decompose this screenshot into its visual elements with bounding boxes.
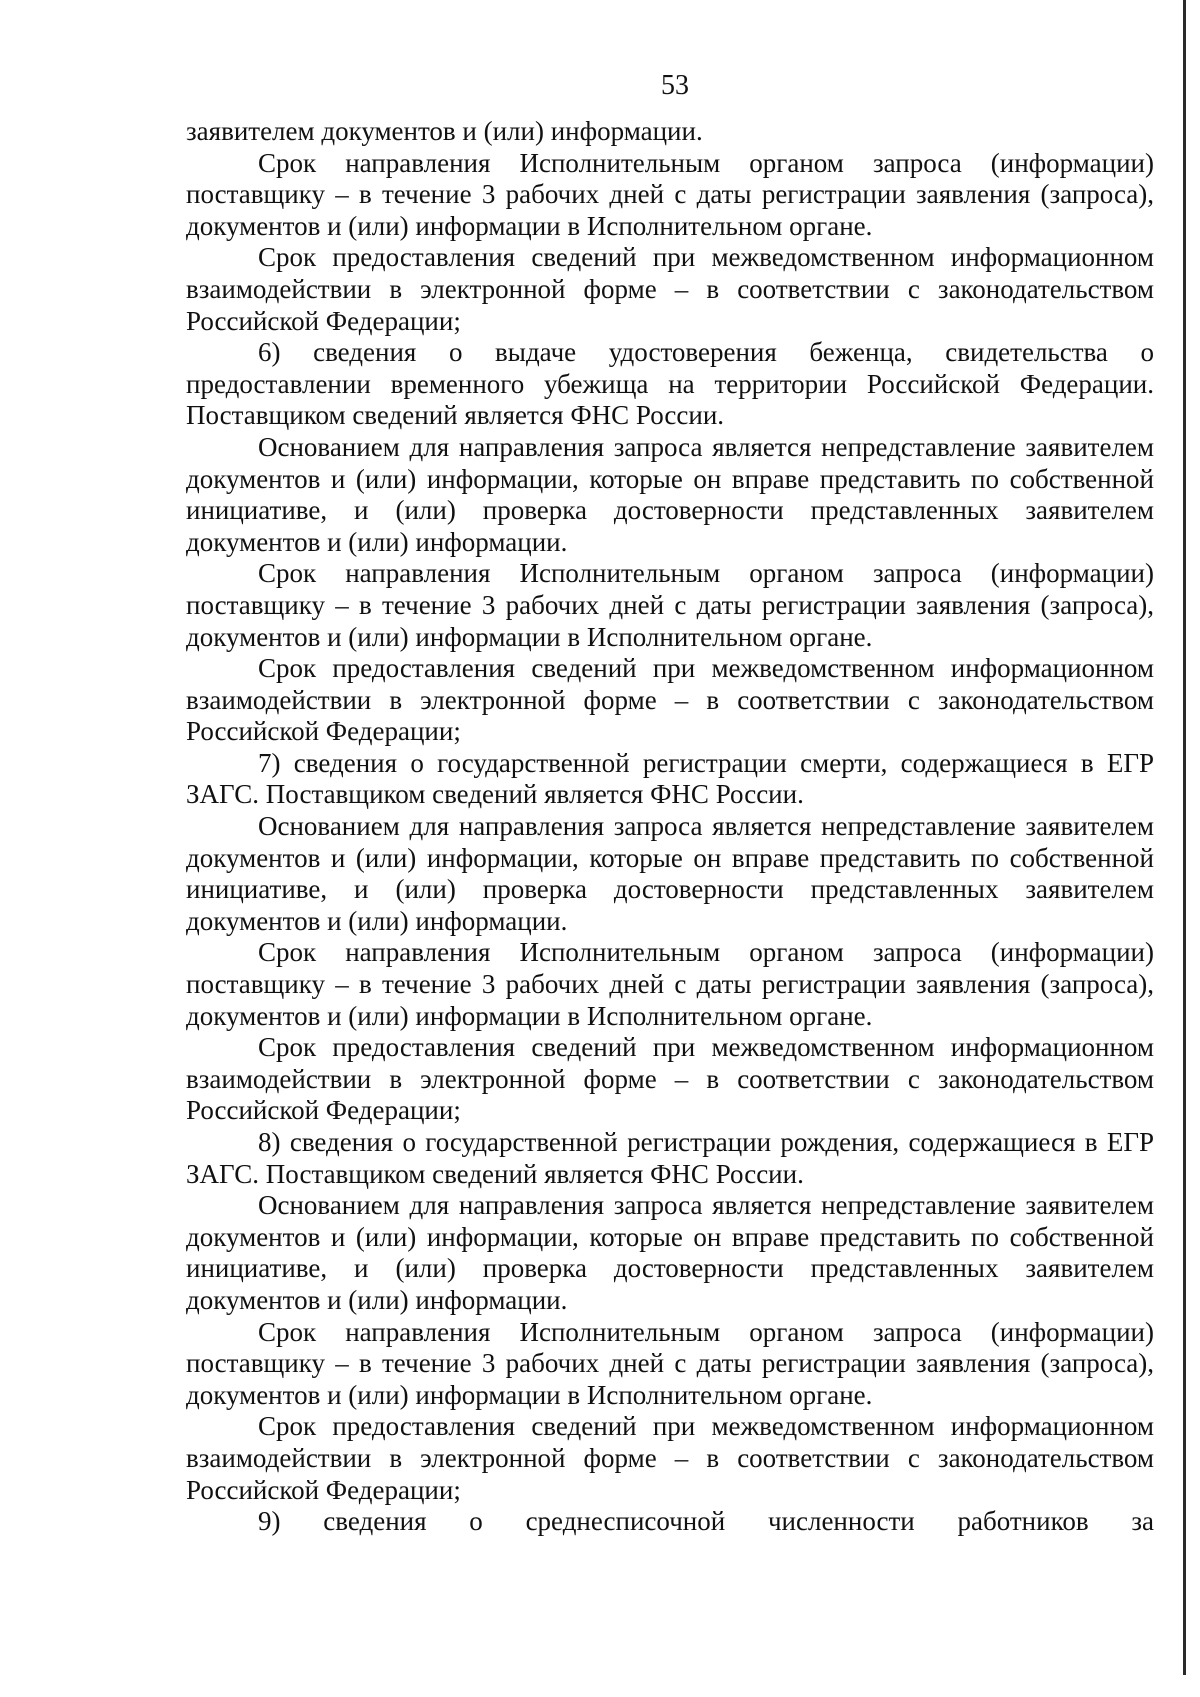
paragraph: 7) сведения о государственной регистрации смерти, содержащиеся в ЕГР ЗАГС. Поставщиком сведений является ФНС России. bbox=[186, 747, 1154, 810]
paragraph: 9) сведения о среднесписочной численности работников за bbox=[258, 1506, 1154, 1537]
paragraph: Срок предоставления сведений при межведомственном информационном взаимодействии в электронной форме – в соответствии с законодательством Российской Федерации; bbox=[186, 653, 1154, 747]
paragraph: Основанием для направления запроса является непредставление заявителем документов и (или) информации, которые он вправе представить по собственной инициативе, и (или) проверка достоверности представленных заявителем документов и (или) информации. bbox=[186, 1190, 1154, 1315]
paragraph: Срок направления Исполнительным органом запроса (информации) поставщику – в течение 3 рабочих дней с даты регистрации заявления (запроса), документов и (или) информации в Исполнительном органе. bbox=[186, 558, 1154, 652]
paragraph: Срок предоставления сведений при межведомственном информационном взаимодействии в электронной форме – в соответствии с законодательством Российской Федерации; bbox=[186, 242, 1154, 336]
paragraph: Срок направления Исполнительным органом запроса (информации) поставщику – в течение 3 рабочих дней с даты регистрации заявления (запроса), документов и (или) информации в Исполнительном органе. bbox=[186, 1316, 1154, 1410]
paragraph: Срок предоставления сведений при межведомственном информационном взаимодействии в электронной форме – в соответствии с законодательством Российской Федерации; bbox=[186, 1411, 1154, 1505]
paragraph: Срок направления Исполнительным органом запроса (информации) поставщику – в течение 3 рабочих дней с даты регистрации заявления (запроса), документов и (или) информации в Исполнительном органе. bbox=[186, 937, 1154, 1031]
paragraph: 6) сведения о выдаче удостоверения беженца, свидетельства о предоставлении временного убежища на территории Российской Федерации. Поставщиком сведений является ФНС России. bbox=[186, 337, 1154, 431]
paragraph: 8) сведения о государственной регистрации рождения, содержащиеся в ЕГР ЗАГС. Поставщиком сведений является ФНС России. bbox=[186, 1127, 1154, 1189]
paragraph: заявителем документов и (или) информации. bbox=[186, 116, 703, 146]
page-number: 53 bbox=[661, 70, 689, 101]
document-body bbox=[186, 116, 1154, 1538]
scan-edge-line bbox=[1183, 0, 1186, 1675]
paragraph: Срок направления Исполнительным органом запроса (информации) поставщику – в течение 3 рабочих дней с даты регистрации заявления (запроса), документов и (или) информации в Исполнительном органе. bbox=[186, 147, 1154, 241]
paragraph: Основанием для направления запроса является непредставление заявителем документов и (или) информации, которые он вправе представить по собственной инициативе, и (или) проверка достоверности представленных заявителем документов и (или) информации. bbox=[186, 431, 1154, 557]
paragraph: Основанием для направления запроса является непредставление заявителем документов и (или) информации, которые он вправе представить по собственной инициативе, и (или) проверка достоверности представленных заявителем документов и (или) информации. bbox=[186, 811, 1154, 936]
paragraph: Срок предоставления сведений при межведомственном информационном взаимодействии в электронной форме – в соответствии с законодательством Российской Федерации; bbox=[186, 1032, 1154, 1126]
